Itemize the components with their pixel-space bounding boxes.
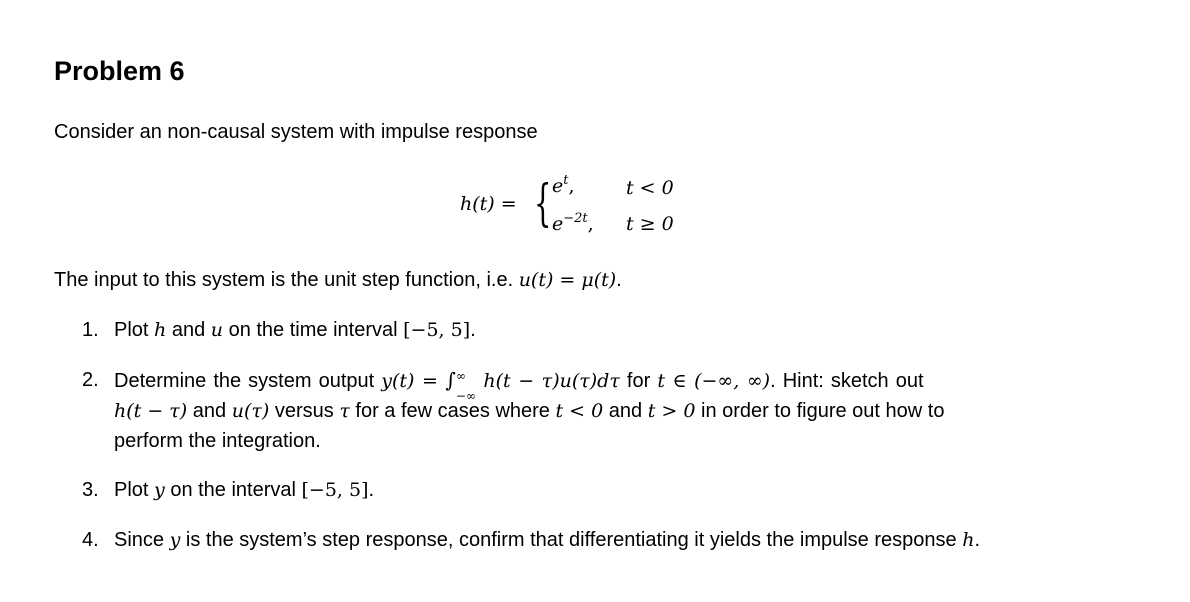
case2-value: $e^{-2t}$, bbox=[552, 211, 594, 235]
list-item-1 bbox=[82, 315, 1092, 345]
cases-brace: { bbox=[534, 174, 552, 232]
case1-value: $e^t$, bbox=[552, 173, 575, 197]
item-number: 1. bbox=[82, 319, 99, 341]
problem-title: Problem 6 bbox=[54, 56, 185, 86]
case1-condition: t < 0 bbox=[626, 177, 674, 199]
item-text: Plot y on the interval [−5, 5]. bbox=[114, 479, 375, 501]
case2-condition: t ≥ 0 bbox=[626, 213, 674, 235]
list-item-4 bbox=[82, 525, 1092, 555]
item-number: 2. bbox=[82, 369, 99, 391]
list-item-2 bbox=[82, 365, 1092, 456]
item-text: Plot h and u on the time interval [−5, 5]. bbox=[114, 319, 476, 341]
item-number: 3. bbox=[82, 479, 99, 501]
equation-lhs: h(t) = bbox=[460, 193, 517, 215]
intro-text: Consider an non-causal system with impulse response bbox=[54, 121, 538, 143]
impulse-response-equation bbox=[458, 171, 698, 241]
item-number: 4. bbox=[82, 529, 99, 551]
input-statement: The input to this system is the unit step function, i.e. u(t) = μ(t). bbox=[54, 269, 622, 291]
item-text: Since y is the system’s step response, confirm that differentiating it yields the impulse response h. bbox=[114, 529, 981, 551]
item-text: Determine the system output y(t) = ∫ ∞ −∞ h(t − τ)u(τ)dτ for t ∈ (−∞, ∞). Hint: sketch out h(t − τ) and u(τ) versus τ for a few cases where t < 0 and t > 0 in order to figure out how to perform the integration. bbox=[114, 368, 945, 452]
list-item-3 bbox=[82, 475, 1092, 505]
input-math: u(t) = μ(t) bbox=[518, 269, 617, 291]
